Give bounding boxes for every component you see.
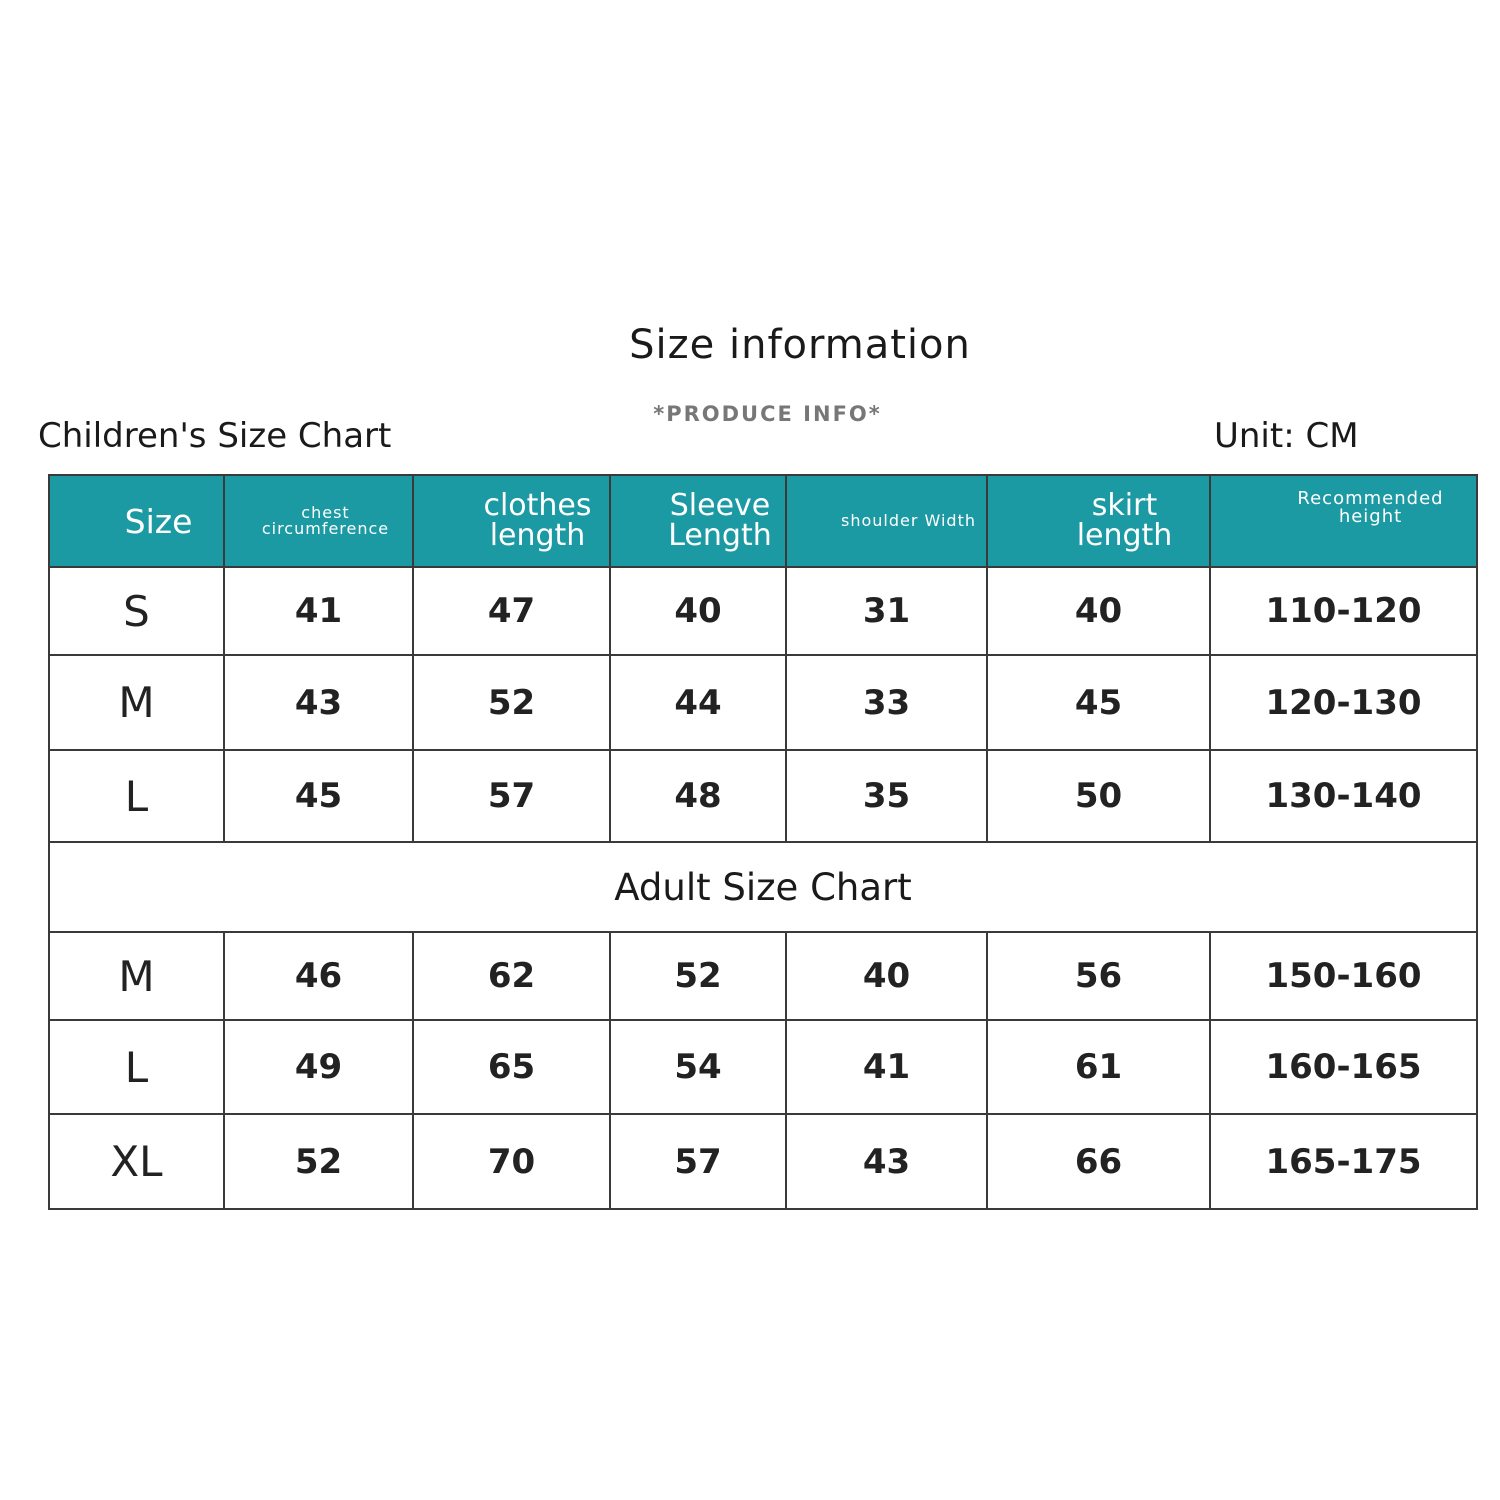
table-cell: 47 — [413, 567, 610, 655]
table-cell: 165-175 — [1210, 1114, 1477, 1209]
column-header-chest: chest circumference — [224, 475, 413, 567]
table-cell: 130-140 — [1210, 750, 1477, 842]
size-cell: L — [49, 750, 224, 842]
table-cell: 57 — [610, 1114, 786, 1209]
table-cell: 41 — [224, 567, 413, 655]
column-header-size: Size — [49, 475, 224, 567]
table-cell: 46 — [224, 932, 413, 1020]
table-cell: 44 — [610, 655, 786, 750]
table-cell: 70 — [413, 1114, 610, 1209]
table-cell: 150-160 — [1210, 932, 1477, 1020]
page-subtitle: *PRODUCE INFO* — [653, 402, 882, 426]
table-row — [49, 567, 1477, 655]
table-cell: 54 — [610, 1020, 786, 1114]
table-cell: 110-120 — [1210, 567, 1477, 655]
unit-label: Unit: CM — [1214, 416, 1359, 456]
table-header-row — [49, 475, 1477, 567]
table-cell: 49 — [224, 1020, 413, 1114]
table-cell: 43 — [224, 655, 413, 750]
table-cell: 33 — [786, 655, 987, 750]
children-chart-label: Children's Size Chart — [38, 416, 392, 456]
column-header-recommended-height: Recommended height — [1210, 475, 1477, 567]
size-cell: XL — [49, 1114, 224, 1209]
table-cell: 48 — [610, 750, 786, 842]
table-cell: 61 — [987, 1020, 1210, 1114]
adult-section-row — [49, 842, 1477, 932]
table-row — [49, 1020, 1477, 1114]
table-row — [49, 932, 1477, 1020]
table-cell: 50 — [987, 750, 1210, 842]
table-row — [49, 750, 1477, 842]
column-header-shoulder-width: shoulder Width — [786, 475, 987, 567]
size-table — [48, 474, 1478, 1210]
table-cell: 57 — [413, 750, 610, 842]
table-cell: 41 — [786, 1020, 987, 1114]
table-row — [49, 655, 1477, 750]
size-cell: S — [49, 567, 224, 655]
table-cell: 65 — [413, 1020, 610, 1114]
table-cell: 52 — [610, 932, 786, 1020]
table-cell: 45 — [224, 750, 413, 842]
table-cell: 40 — [610, 567, 786, 655]
size-cell: L — [49, 1020, 224, 1114]
table-cell: 120-130 — [1210, 655, 1477, 750]
table-cell: 66 — [987, 1114, 1210, 1209]
column-header-skirt-length: skirt length — [987, 475, 1210, 567]
table-cell: 40 — [987, 567, 1210, 655]
table-cell: 43 — [786, 1114, 987, 1209]
table-cell: 35 — [786, 750, 987, 842]
size-cell: M — [49, 932, 224, 1020]
adult-chart-label: Adult Size Chart — [49, 842, 1477, 932]
table-cell: 31 — [786, 567, 987, 655]
table-cell: 45 — [987, 655, 1210, 750]
table-cell: 52 — [413, 655, 610, 750]
table-row — [49, 1114, 1477, 1209]
table-cell: 56 — [987, 932, 1210, 1020]
column-header-sleeve-length: Sleeve Length — [610, 475, 786, 567]
table-cell: 40 — [786, 932, 987, 1020]
page-title: Size information — [629, 322, 971, 368]
table-cell: 160-165 — [1210, 1020, 1477, 1114]
size-cell: M — [49, 655, 224, 750]
column-header-clothes-length: clothes length — [413, 475, 610, 567]
table-cell: 62 — [413, 932, 610, 1020]
table-cell: 52 — [224, 1114, 413, 1209]
